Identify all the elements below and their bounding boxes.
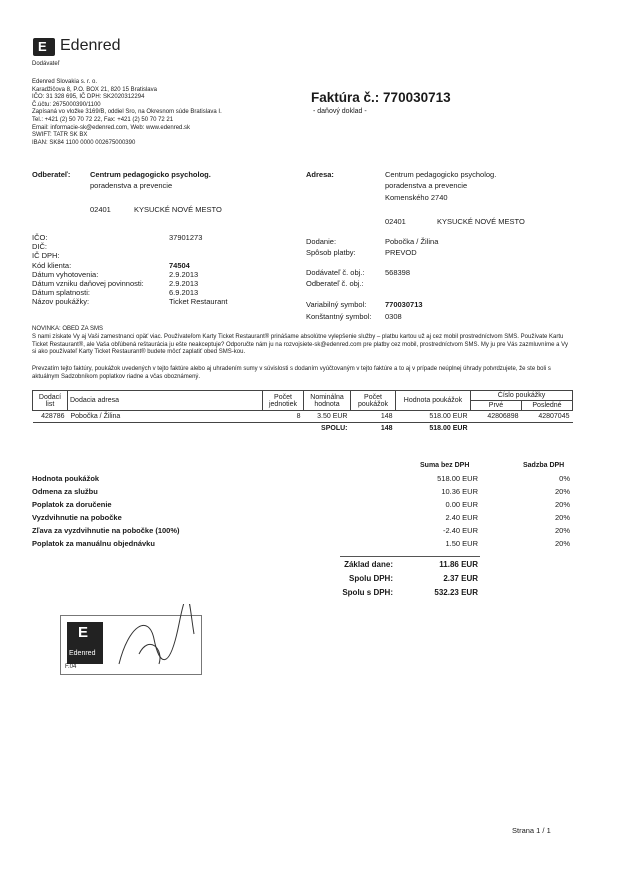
fee-label: Zľava za vyzdvihnutie na pobočke (100%) (32, 526, 180, 535)
address-street: Komenského 2740 (385, 193, 448, 202)
info-label: Dátum splatnosti: (32, 288, 90, 298)
cell-address: Pobočka / Žilina (70, 413, 121, 420)
info-label: Dátum vyhotovenia: (32, 269, 99, 279)
info-value: 770030713 (385, 300, 423, 309)
supplier-line: Karadžičova 8, P.O. BOX 21, 820 15 Bratislava (32, 86, 157, 93)
th-list: Dodací list (33, 391, 68, 411)
info-label: Dodávateľ č. obj.: (306, 268, 365, 277)
info-row (306, 300, 566, 309)
address-name-2: poradenstva a prevencie (385, 181, 468, 190)
info-row (306, 312, 566, 321)
notice-title: NOVINKA: OBED ZA SMS (32, 326, 104, 332)
fees-col-amount: Suma bez DPH (420, 462, 470, 469)
sum-vouchers: 148 (351, 423, 396, 435)
cell-count: 8 (296, 413, 301, 420)
th-first: Prvé (471, 401, 522, 411)
supplier-block (32, 79, 222, 147)
buyer-label: Odberateľ: (32, 170, 71, 179)
info-row (306, 237, 566, 246)
cell-nominal: 3.50 EUR (317, 413, 348, 420)
fee-rate: 20% (554, 526, 570, 535)
th-address: Dodacia adresa (68, 391, 263, 411)
invoice-subtitle: - daňový doklad - (313, 108, 367, 115)
info-row (32, 251, 292, 260)
edenred-logo-text: Edenred (60, 37, 121, 54)
supplier-line: IBAN: SK84 1100 0000 002675000390 (32, 139, 136, 146)
notice-text-2: Prevzatím tejto faktúry, poukážok uvedených v tejto faktúre alebo aj uhradením sumy v súvislosti s dodaním vyúčtovaným v tejto faktúre a to aj v prípade neúplnej úhrady potvrdzujete, že ste boli s aktuálnym Sadzobníkom poplatkov riadne a včas oboznámený. (32, 366, 551, 380)
voucher-table (32, 390, 573, 434)
info-label: Názov poukážky: (32, 297, 90, 307)
info-row (306, 248, 566, 257)
ico-value: 37901273 (169, 233, 203, 242)
stamp-logo: E Edenred (67, 622, 103, 664)
th-count: Počet jednotiek (263, 391, 304, 411)
notice-text: S nami získate Vy aj Vaši zamestnanci opäť viac. Používateľom Karty Ticket Restaurant® prinášame absolútne vylepšenie služby – platbu kartou už aj cez mobil prostredníctvom SMS. Používate Kartu Ticket Restaurant®, ale Vaša obľúbená reštaurácia ju ešte neakceptuje? Odporučte nám ju na rozvojsiete-sk@edenred.com pre platby cez mobil, prostredníctvom SMS. My ju pre Vás zazmluvníme a Vy si ako používateľ Karty Ticket Restaurant® budete môcť zaplatiť obed SMS-kou. (32, 334, 568, 356)
th-number: Číslo poukážky (471, 391, 573, 401)
fee-rate: 0% (559, 474, 570, 483)
fee-label: Hodnota poukážok (32, 474, 100, 483)
total-value: 11.86 EUR (439, 560, 478, 569)
company-stamp (60, 615, 202, 675)
info-label: IČ DPH: (32, 251, 60, 261)
invoice-number: 770030713 (383, 90, 451, 105)
fee-rate: 20% (554, 500, 570, 509)
address-name: Centrum pedagogicko psycholog. (385, 170, 497, 179)
info-value: 2.9.2013 (169, 279, 199, 288)
info-value: 0308 (385, 312, 402, 321)
info-label: Kód klienta: (32, 260, 72, 270)
supplier-line: Tel.: +421 (2) 50 70 72 22, Fax: +421 (2) 50 70 72 21 (32, 116, 174, 123)
th-nominal: Nominálna hodnota (304, 391, 351, 411)
fee-amount: 1.50 EUR (445, 539, 478, 548)
address-zip: 02401 (385, 217, 406, 226)
fee-rate: 20% (554, 539, 570, 548)
buyer-name-2: poradenstva a prevencie (90, 181, 173, 190)
info-label: Odberateľ č. obj.: (306, 279, 364, 288)
info-label: Variabilný symbol: (306, 300, 367, 309)
th-last: Posledné (522, 401, 573, 411)
info-row (306, 268, 566, 277)
fee-rate: 20% (554, 487, 570, 496)
info-row (32, 233, 292, 242)
info-value: 74504 (169, 260, 190, 270)
fee-label: Odmena za službu (32, 487, 98, 496)
totals-divider (340, 556, 480, 557)
info-value: 568398 (385, 268, 411, 277)
info-label: IČO: (32, 233, 48, 242)
total-label: Spolu DPH: (349, 574, 393, 583)
total-label: Spolu s DPH: (342, 588, 393, 597)
fees-col-rate: Sadzba DPH (523, 462, 565, 469)
fee-amount: 518.00 EUR (437, 474, 478, 483)
buyer-zip: 02401 (90, 205, 111, 214)
cell-first: 42806898 (487, 413, 519, 420)
total-value: 532.23 EUR (434, 588, 478, 597)
info-row (32, 288, 292, 297)
supplier-line: Edenred Slovakia s. r. o. (32, 79, 98, 85)
supplier-line: Email: informacie-sk@edenred.com, Web: www.edenred.sk (32, 124, 191, 131)
supplier-heading: Dodávateľ (32, 61, 60, 67)
fee-amount: -2.40 EUR (442, 526, 478, 535)
stamp-code: F.04 (65, 664, 77, 670)
cell-value: 518.00 EUR (429, 413, 468, 420)
info-label: Dodanie: (306, 237, 337, 246)
info-label: Konštantný symbol: (306, 312, 372, 321)
info-label: Spôsob platby: (306, 248, 356, 257)
table-row (33, 411, 573, 423)
info-label: Dátum vzniku daňovej povinnosti: (32, 279, 144, 288)
info-value: 2.9.2013 (169, 269, 199, 279)
supplier-line: Zapísaná vo vložke 3169/B, oddiel Sro, na Okresnom súde Bratislava I. (32, 109, 222, 116)
supplier-line: IČO: 31 328 695, IČ DPH: SK2020312294 (32, 94, 145, 101)
info-row (32, 270, 292, 279)
fee-rate: 20% (554, 513, 570, 522)
fee-label: Vyzdvihnutie na pobočke (32, 513, 122, 522)
fee-amount: 0.00 EUR (445, 500, 478, 509)
supplier-line: SWIFT: TATR SK BX (32, 132, 88, 139)
edenred-logo-mark: E (33, 38, 55, 56)
info-row (32, 242, 292, 251)
sum-label: SPOLU: (33, 423, 351, 435)
sum-row (33, 423, 573, 435)
buyer-name: Centrum pedagogicko psycholog. (90, 170, 211, 179)
fee-label: Poplatok za doručenie (32, 500, 112, 509)
supplier-line: Č.účtu: 2675000390/1100 (32, 101, 101, 108)
total-value: 2.37 EUR (443, 574, 478, 583)
info-value: Ticket Restaurant (169, 297, 228, 307)
signature-icon (109, 604, 199, 674)
cell-list: 428786 (41, 413, 65, 420)
info-row (306, 279, 566, 288)
fee-label: Poplatok za manuálnu objednávku (32, 539, 155, 548)
th-value: Hodnota poukážok (396, 391, 471, 411)
info-row (32, 297, 292, 306)
cell-vouchers: 148 (380, 413, 393, 420)
fee-amount: 2.40 EUR (445, 513, 478, 522)
address-city: KYSUCKÉ NOVÉ MESTO (437, 217, 525, 226)
invoice-title: Faktúra č.: 770030713 (311, 90, 451, 105)
address-label: Adresa: (306, 170, 334, 179)
sum-value: 518.00 EUR (396, 423, 471, 435)
info-value: 6.9.2013 (169, 288, 199, 298)
info-value: Pobočka / Žilina (385, 237, 439, 246)
info-row (32, 261, 292, 270)
fee-amount: 10.36 EUR (441, 487, 478, 496)
cell-last: 42807045 (538, 413, 570, 420)
page-number: Strana 1 / 1 (512, 826, 551, 835)
info-value: PREVOD (385, 248, 417, 257)
info-row (32, 279, 292, 288)
buyer-city: KYSUCKÉ NOVÉ MESTO (134, 205, 222, 214)
th-vouchers: Počet poukážok (351, 391, 396, 411)
total-label: Základ dane: (344, 560, 393, 569)
info-label: DIČ: (32, 242, 47, 252)
